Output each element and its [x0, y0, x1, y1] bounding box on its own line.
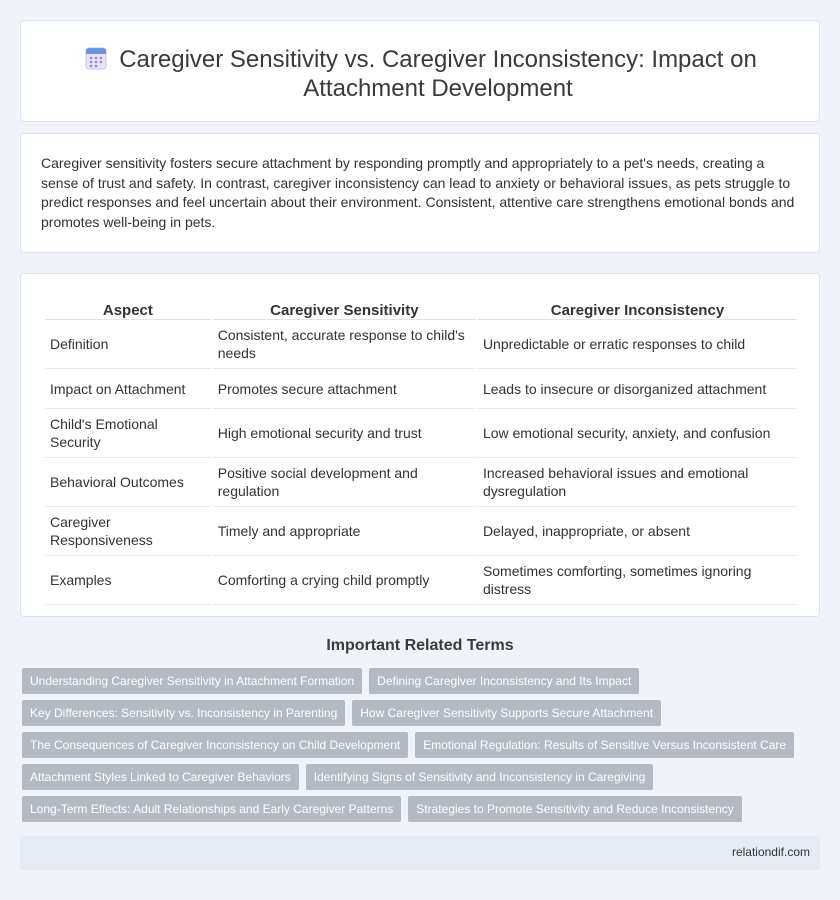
cell-inconsistency: Low emotional security, anxiety, and confusion [478, 409, 797, 458]
header-sensitivity: Caregiver Sensitivity [213, 296, 476, 320]
related-term-link[interactable]: Emotional Regulation: Results of Sensitive Versus Inconsistent Care [415, 732, 794, 758]
cell-inconsistency: Leads to insecure or disorganized attachment [478, 369, 797, 409]
cell-aspect: Caregiver Responsiveness [45, 507, 211, 556]
cell-aspect: Examples [45, 556, 211, 605]
cell-sensitivity: Timely and appropriate [213, 507, 476, 556]
cell-aspect: Child's Emotional Security [45, 409, 211, 458]
footer-site-link[interactable]: relationdif.com [731, 845, 810, 859]
comparison-table [43, 296, 799, 605]
table-row [45, 458, 797, 507]
intro-card [20, 133, 820, 253]
table-header-row [45, 296, 797, 320]
related-terms-heading: Important Related Terms [326, 637, 514, 654]
header-inconsistency: Caregiver Inconsistency [478, 296, 797, 320]
cell-sensitivity: High emotional security and trust [213, 409, 476, 458]
title-card [20, 20, 820, 122]
header-aspect: Aspect [45, 296, 211, 320]
related-term-link[interactable]: Attachment Styles Linked to Caregiver Behaviors [22, 764, 299, 790]
cell-inconsistency: Unpredictable or erratic responses to child [478, 320, 797, 369]
cell-inconsistency: Sometimes comforting, sometimes ignoring distress [478, 556, 797, 605]
related-term-link[interactable]: The Consequences of Caregiver Inconsistency on Child Development [22, 732, 408, 758]
related-term-link[interactable]: Defining Caregiver Inconsistency and Its Impact [369, 668, 639, 694]
table-row [45, 556, 797, 605]
table-row [45, 409, 797, 458]
page-title: Caregiver Sensitivity vs. Caregiver Inconsistency: Impact on Attachment Development [119, 46, 757, 102]
cell-sensitivity: Positive social development and regulation [213, 458, 476, 507]
related-term-link[interactable]: Identifying Signs of Sensitivity and Inconsistency in Caregiving [306, 764, 654, 790]
related-terms-list [22, 668, 812, 822]
cell-sensitivity: Promotes secure attachment [213, 369, 476, 409]
cell-aspect: Definition [45, 320, 211, 369]
cell-aspect: Behavioral Outcomes [45, 458, 211, 507]
related-term-link[interactable]: Long-Term Effects: Adult Relationships and Early Caregiver Patterns [22, 796, 401, 822]
related-term-link[interactable]: Strategies to Promote Sensitivity and Reduce Inconsistency [408, 796, 742, 822]
cell-sensitivity: Comforting a crying child promptly [213, 556, 476, 605]
table-row [45, 320, 797, 369]
intro-paragraph: Caregiver sensitivity fosters secure attachment by responding promptly and appropriately to a pet's needs, creating a sense of trust and safety. In contrast, caregiver inconsistency can lead to anxiety or behavioral issues, as pets struggle to predict responses and feel uncertain about their environment. Consistent, attentive care strengthens emotional bonds and promotes well-being in pets. [41, 155, 795, 230]
cell-sensitivity: Consistent, accurate response to child's needs [213, 320, 476, 369]
cell-inconsistency: Increased behavioral issues and emotional dysregulation [478, 458, 797, 507]
comparison-card [20, 273, 820, 617]
table-row [45, 507, 797, 556]
related-term-link[interactable]: How Caregiver Sensitivity Supports Secure Attachment [352, 700, 661, 726]
related-term-link[interactable]: Understanding Caregiver Sensitivity in Attachment Formation [22, 668, 362, 694]
table-row [45, 369, 797, 409]
cell-inconsistency: Delayed, inappropriate, or absent [478, 507, 797, 556]
related-term-link[interactable]: Key Differences: Sensitivity vs. Inconsistency in Parenting [22, 700, 345, 726]
footer [20, 836, 820, 870]
cell-aspect: Impact on Attachment [45, 369, 211, 409]
